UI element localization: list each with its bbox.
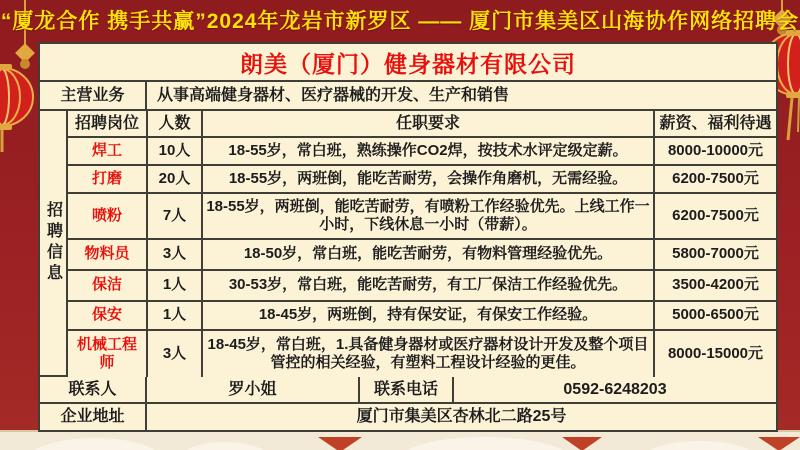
job-post: 物料员 bbox=[68, 240, 148, 269]
address-label: 企业地址 bbox=[40, 404, 147, 430]
job-requirements: 18-50岁，常白班，能吃苦耐劳，有物料管理经验优先。 bbox=[203, 240, 655, 269]
job-count: 20人 bbox=[148, 166, 203, 192]
table-row-powder-sprayer bbox=[68, 194, 776, 240]
job-count: 10人 bbox=[148, 138, 203, 164]
job-salary: 8000-10000元 bbox=[667, 141, 764, 159]
job-requirements: 18-45岁，两班倒，持有保安证，有保安工作经验。 bbox=[203, 302, 655, 329]
job-post: 机械工程师 bbox=[68, 331, 148, 377]
contact-phone-number: 0592-6248203 bbox=[563, 380, 667, 398]
job-salary: 8000-15000元 bbox=[667, 344, 764, 362]
table-row-security-guard bbox=[68, 302, 776, 331]
contact-row bbox=[40, 377, 776, 404]
job-count: 3人 bbox=[148, 331, 203, 377]
job-count: 7人 bbox=[148, 194, 203, 238]
business-row bbox=[40, 82, 776, 111]
footer-decoration-band bbox=[0, 430, 800, 450]
table-row-material-clerk bbox=[68, 240, 776, 271]
job-count: 1人 bbox=[148, 302, 203, 329]
triangle-decoration bbox=[318, 437, 362, 450]
triangle-decoration bbox=[758, 437, 800, 450]
job-requirements: 18-55岁，两班倒，能吃苦耐劳，会操作角磨机，无需经验。 bbox=[203, 166, 655, 192]
job-count: 3人 bbox=[148, 240, 203, 269]
job-requirements: 18-55岁，两班倒，能吃苦耐劳，有喷粉工作经验优先。上线工作一小时，下线休息一小时（带薪）。 bbox=[203, 194, 655, 238]
job-post: 喷粉 bbox=[68, 194, 148, 238]
cloud-shape bbox=[30, 438, 160, 450]
address-row bbox=[40, 404, 776, 430]
header-salary: 薪资、福利待遇 bbox=[659, 114, 772, 132]
job-requirements: 18-55岁，常白班，熟练操作CO2焊，按技术水评定级定薪。 bbox=[203, 138, 655, 164]
header-requirements: 任职要求 bbox=[203, 111, 655, 136]
banner-title: “厦龙合作 携手共赢”2024年龙岩市新罗区 —— 厦门市集美区山海协作网络招聘会 bbox=[0, 10, 800, 33]
job-post: 焊工 bbox=[68, 138, 148, 164]
cloud-shape bbox=[640, 441, 760, 450]
table-row-welder bbox=[68, 138, 776, 166]
job-salary: 6200-7500元 bbox=[672, 206, 759, 224]
address-value: 厦门市集美区杏林北二路25号 bbox=[356, 408, 567, 426]
cloud-shape bbox=[400, 437, 570, 450]
recruitment-table bbox=[38, 42, 778, 432]
job-post: 保安 bbox=[68, 302, 148, 329]
job-requirements: 18-45岁，常白班，1.具备健身器材或医疗器材设计开发及整个项目管控的相关经验，有塑料工程设计经验的更佳。 bbox=[203, 331, 655, 377]
job-requirements: 30-53岁，常白班，能吃苦耐劳，有工厂保洁工作经验优先。 bbox=[203, 271, 655, 300]
triangle-decoration bbox=[562, 437, 602, 450]
job-count: 1人 bbox=[148, 271, 203, 300]
table-row-cleaner bbox=[68, 271, 776, 302]
contact-person-name: 罗小姐 bbox=[147, 377, 360, 402]
contact-person-label: 联系人 bbox=[40, 377, 147, 402]
cloud-shape bbox=[180, 442, 270, 450]
company-row bbox=[40, 44, 776, 82]
table-row-polisher bbox=[68, 166, 776, 194]
table-header-row bbox=[68, 111, 776, 138]
company-name: 朗美（厦门）健身器材有限公司 bbox=[240, 50, 576, 77]
job-salary: 5800-7000元 bbox=[672, 245, 759, 263]
contact-phone-label: 联系电话 bbox=[360, 377, 454, 402]
business-value: 从事高端健身器材、医疗器械的开发、生产和销售 bbox=[157, 86, 510, 104]
job-salary: 3500-4200元 bbox=[672, 276, 759, 294]
jobs-grid bbox=[68, 111, 776, 377]
job-post: 打磨 bbox=[68, 166, 148, 192]
business-label: 主营业务 bbox=[40, 82, 147, 109]
jobs-section bbox=[40, 111, 776, 377]
job-salary: 5000-6500元 bbox=[672, 306, 759, 324]
side-label-recruitment-info: 招聘信息 bbox=[40, 111, 68, 377]
header-count: 人数 bbox=[148, 111, 203, 136]
banner bbox=[0, 0, 800, 40]
table-row-mechanical-engineer bbox=[68, 331, 776, 377]
job-salary: 6200-7500元 bbox=[672, 169, 759, 187]
job-post: 保洁 bbox=[68, 271, 148, 300]
header-post: 招聘岗位 bbox=[68, 111, 148, 136]
